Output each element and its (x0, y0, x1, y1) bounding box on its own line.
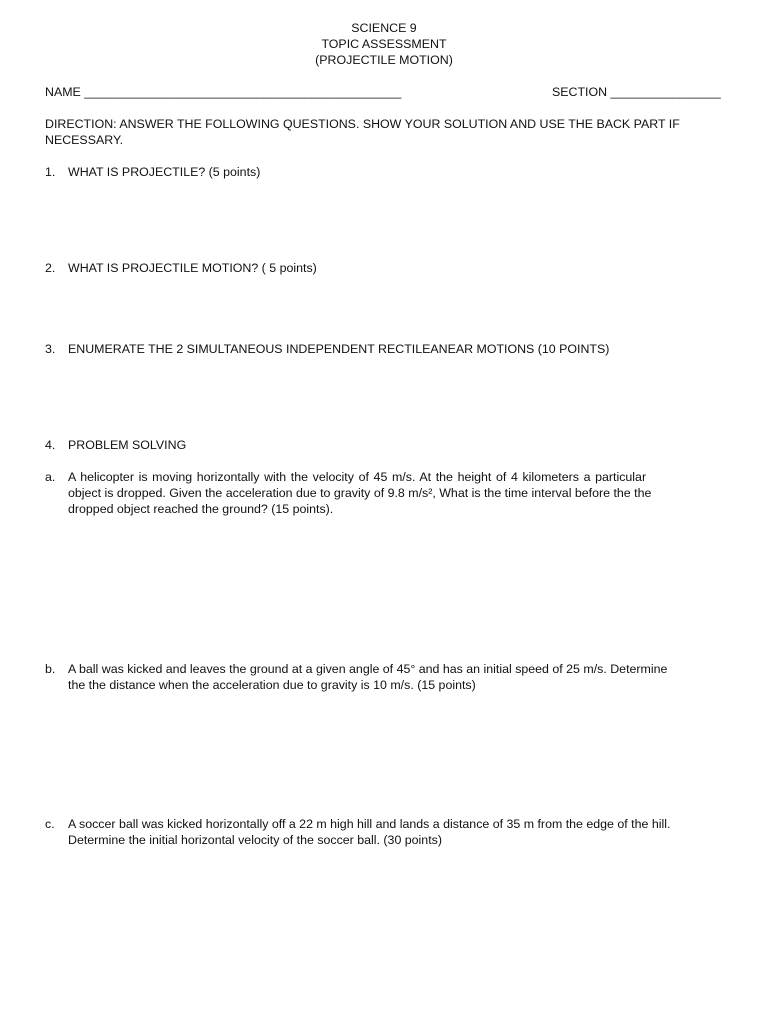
problem-text-line: the the distance when the acceleration due to gravity is 10 m/s. (15 points) (68, 678, 476, 692)
name-field: NAME ______________________________________________ (45, 85, 402, 99)
assessment-title: TOPIC ASSESSMENT (321, 37, 447, 51)
problem-letter: b. (45, 662, 56, 676)
problem-text-line: A ball was kicked and leaves the ground at a given angle of 45° and has an initial speed of 25 m/s. Determine (68, 662, 668, 676)
problem-letter: c. (45, 817, 55, 831)
question-text: WHAT IS PROJECTILE? (5 points) (68, 165, 261, 179)
problem-text-line: Determine the initial horizontal velocity of the soccer ball. (30 points) (68, 833, 442, 847)
subject-title: SCIENCE 9 (351, 21, 417, 35)
question-1 (0, 164, 768, 180)
problem-text-line: A helicopter is moving horizontally with the velocity of 45 m/s. At the height of 4 kilometers a particular (68, 470, 647, 484)
direction-line-2: NECESSARY. (45, 133, 124, 147)
problem-text-line: dropped object reached the ground? (15 points). (68, 502, 334, 516)
section-field: SECTION ________________ (552, 85, 721, 99)
problem-letter: a. (45, 470, 56, 484)
question-text: WHAT IS PROJECTILE MOTION? ( 5 points) (68, 261, 317, 275)
question-3 (0, 341, 768, 357)
question-number: 1. (45, 165, 56, 179)
question-4 (0, 437, 768, 453)
question-number: 3. (45, 342, 56, 356)
direction-line-1: DIRECTION: ANSWER THE FOLLOWING QUESTIONS. SHOW YOUR SOLUTION AND USE THE BACK PART IF (45, 117, 680, 131)
problem-a (0, 469, 768, 517)
question-number: 2. (45, 261, 56, 275)
problem-c (0, 816, 768, 848)
question-number: 4. (45, 438, 56, 452)
topic-title: (PROJECTILE MOTION) (315, 53, 453, 67)
problem-b (0, 661, 768, 693)
question-text: ENUMERATE THE 2 SIMULTANEOUS INDEPENDENT RECTILEANEAR MOTIONS (10 POINTS) (68, 342, 610, 356)
question-2 (0, 260, 768, 276)
problem-text-line: object is dropped. Given the acceleration due to gravity of 9.8 m/s², What is the time interval before the the (68, 486, 652, 500)
problem-text-line: A soccer ball was kicked horizontally off a 22 m high hill and lands a distance of 35 m from the edge of the hill. (68, 817, 671, 831)
question-text: PROBLEM SOLVING (68, 438, 187, 452)
